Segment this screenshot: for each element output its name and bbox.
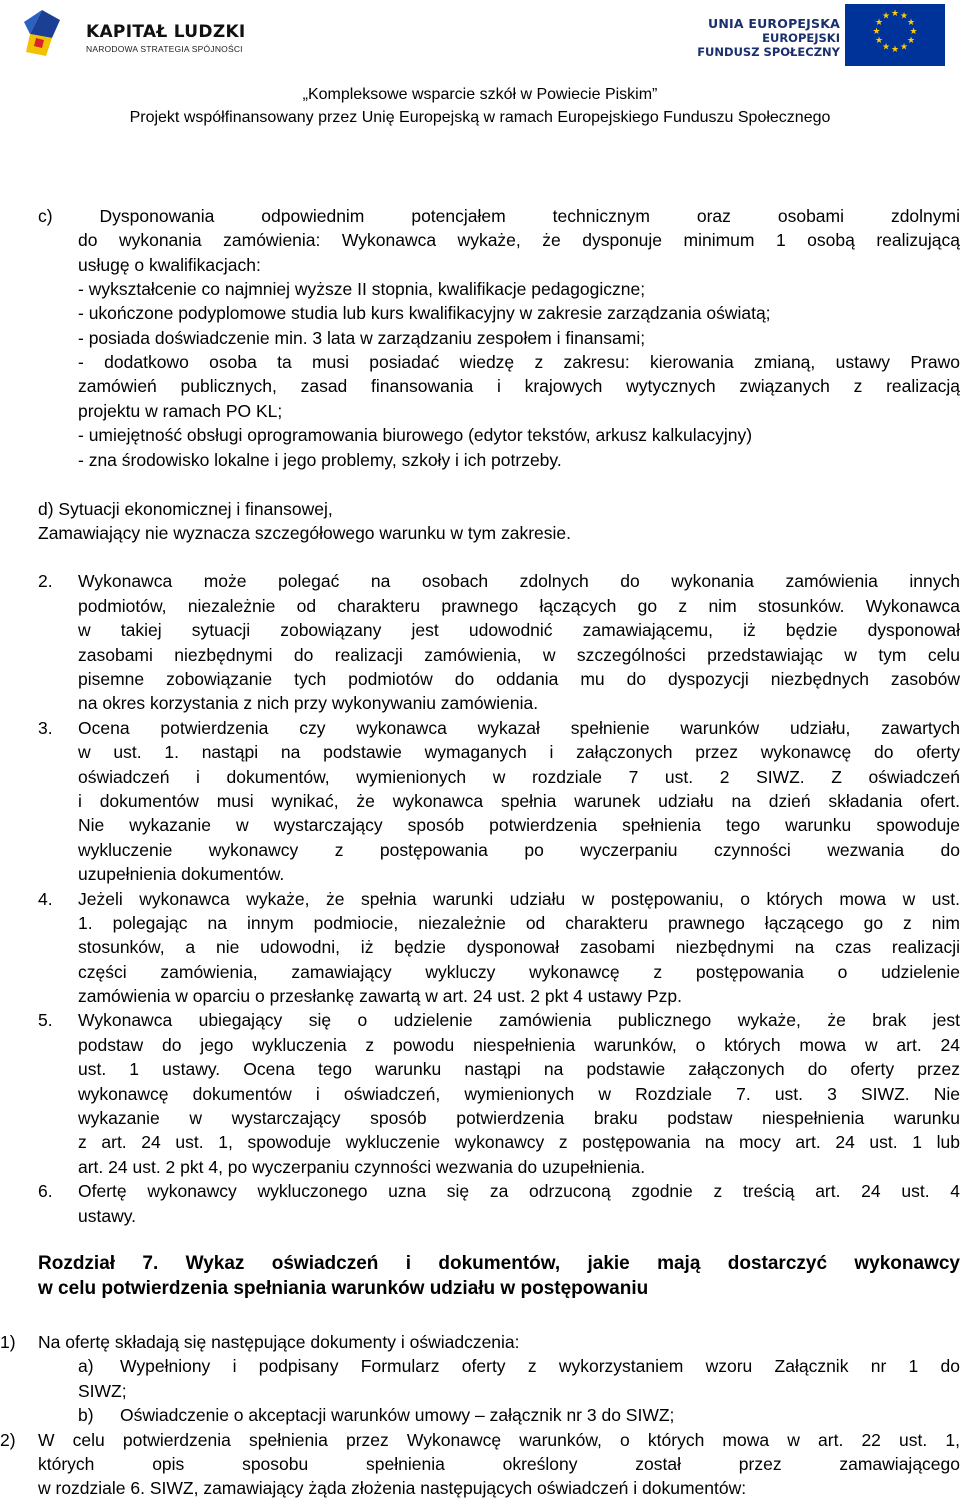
svg-text:★: ★ bbox=[890, 45, 900, 55]
text-line: - ukończone podyplomowe studia lub kurs kwalifikacyjny w zakresie zarządzania oświatą; bbox=[78, 303, 771, 323]
text-line: Oświadczenie o akceptacji warunków umowy – załącznik nr 3 do SIWZ; bbox=[120, 1405, 675, 1425]
kapital-ludzki-subtitle: NARODOWA STRATEGIA SPÓJNOŚCI bbox=[86, 44, 243, 54]
text-line: Wykonawca ubiegający się o udzielenie zamówienia publicznego wykaże, że brak jest bbox=[78, 1010, 960, 1030]
text-line: stosunków, a nie udowodni, iż będzie dysponował zasobami niezbędnymi na czas realizacji bbox=[78, 937, 960, 957]
svg-text:★: ★ bbox=[874, 18, 884, 28]
text-line: oświadczeń i dokumentów, wymienionych w rozdziale 7 ust. 2 SIWZ. Z oświadczeń bbox=[78, 767, 960, 787]
kapital-ludzki-title: KAPITAŁ LUDZKI bbox=[86, 22, 246, 42]
text-line: Nie wykazanie w wystarczający sposób potwierdzenia spełnienia tego warunku spowoduje bbox=[78, 815, 960, 835]
text-line: z art. 24 ust. 1, spowoduje wykluczenie wykonawcy z postępowania na mocy art. 24 ust. 1 lub bbox=[78, 1132, 960, 1152]
text-line: Wykonawca może polegać na osobach zdolnych do wykonania zamówienia innych bbox=[78, 571, 960, 591]
list-number: 4. bbox=[38, 889, 53, 909]
kapital-ludzki-logo bbox=[22, 4, 246, 66]
text-line: W celu potwierdzenia spełnienia przez Wykonawcę warunków, o których mowa w art. 22 ust. 1, bbox=[38, 1430, 960, 1450]
text-line: zasobami niezbędnymi do realizacji zamówienia, w szczególności przedstawiając w tym celu bbox=[78, 645, 960, 665]
text-line: - posiada doświadczenie min. 3 lata w zarządzaniu zespołem i finansami; bbox=[78, 328, 646, 348]
svg-text:★: ★ bbox=[881, 42, 891, 53]
text-line: zamówień publicznych, zasad finansowania i krajowych wytycznych związanych z realizacją bbox=[78, 376, 960, 396]
text-line: do wykonania zamówienia: Wykonawca wykaże, że dysponuje minimum 1 osobą realizującą bbox=[78, 230, 960, 250]
svg-text:★: ★ bbox=[890, 9, 900, 19]
text-line: wykluczenie wykonawcy z postępowania po wyczerpaniu czynności wezwania do bbox=[78, 840, 960, 860]
text-line: usługę o kwalifikacjach: bbox=[78, 255, 261, 275]
text-line: na okres korzystania z nich przy wykonywaniu zamówienia. bbox=[78, 693, 539, 713]
text-line: - zna środowisko lokalne i jego problemy, szkoły i ich potrzeby. bbox=[78, 450, 562, 470]
text-line: 1. polegając na innym podmiocie, niezależnie od charakteru prawnego łączącego go z nim bbox=[78, 913, 960, 933]
svg-text:★: ★ bbox=[899, 42, 909, 53]
text-line: - umiejętność obsługi oprogramowania biurowego (edytor tekstów, arkusz kalkulacyjny) bbox=[78, 425, 753, 445]
list-letter: b) bbox=[78, 1405, 94, 1425]
eu-logo-line3: FUNDUSZ SPOŁECZNY bbox=[697, 45, 840, 59]
chapter-heading: w celu potwierdzenia spełniania warunków udziału w postępowaniu bbox=[38, 1278, 649, 1299]
text-line: w rozdziale 6. SIWZ, zamawiający żąda złożenia następujących oświadczeń i dokumentów: bbox=[38, 1478, 747, 1498]
text-line: Ofertę wykonawcy wykluczonego uzna się za odrzuconą zgodnie z treścią art. 24 ust. 4 bbox=[78, 1181, 960, 1201]
text-line: - wykształcenie co najmniej wyższe II stopnia, kwalifikacje pedagogiczne; bbox=[78, 279, 646, 299]
eu-logo-line1: UNIA EUROPEJSKA bbox=[708, 16, 840, 31]
eu-logo bbox=[697, 4, 945, 66]
text-line: zamówienia w oparciu o przesłankę zawartą w art. 24 ust. 2 pkt 4 ustawy Pzp. bbox=[78, 986, 683, 1006]
text-line: c) Dysponowania odpowiednim potencjałem technicznym oraz osobami zdolnymi bbox=[38, 206, 960, 226]
svg-text:★: ★ bbox=[874, 36, 884, 46]
text-line: SIWZ; bbox=[78, 1381, 127, 1401]
svg-text:★: ★ bbox=[872, 27, 881, 37]
text-line: ust. 1 ustawy. Ocena tego warunku nastąpi na podstawie załączonych do oferty przez bbox=[78, 1059, 960, 1079]
text-line: ustawy. bbox=[78, 1206, 137, 1226]
text-line: Zamawiający nie wyznacza szczegółowego warunku w tym zakresie. bbox=[38, 523, 571, 543]
text-line: Jeżeli wykonawca wykaże, że spełnia warunki udziału w postępowaniu, o których mowa w ust. bbox=[78, 889, 960, 909]
text-line: wykonawcę dokumentów i oświadczeń, wymienionych w Rozdziale 7. ust. 3 SIWZ. Nie bbox=[78, 1084, 960, 1104]
list-number: 3. bbox=[38, 718, 53, 738]
list-letter: a) bbox=[78, 1356, 94, 1376]
text-line: art. 24 ust. 2 pkt 4, po wyczerpaniu czynności wezwania do uzupełnienia. bbox=[78, 1157, 646, 1177]
text-line: Na ofertę składają się następujące dokumenty i oświadczenia: bbox=[38, 1332, 520, 1352]
text-line: części zamówienia, zamawiający wykluczy wykonawcę z postępowania o udzielenie bbox=[78, 962, 960, 982]
eu-logo-line2: EUROPEJSKI bbox=[762, 31, 840, 45]
text-line: Wypełniony i podpisany Formularz oferty z wykorzystaniem wzoru Załącznik nr 1 do bbox=[120, 1356, 960, 1376]
text-line: d) Sytuacji ekonomicznej i finansowej, bbox=[38, 499, 333, 519]
text-line: wykazanie w wystarczający sposób potwierdzenia braku podstaw niespełnienia warunku bbox=[78, 1108, 960, 1128]
text-line: uzupełnienia dokumentów. bbox=[78, 864, 285, 884]
text-line: Ocena potwierdzenia czy wykonawca wykazał spełnienie warunków udziału, zawartych bbox=[78, 718, 960, 738]
text-line: w ust. 1. nastąpi na podstawie wymaganych i załączonych przez wykonawcę do oferty bbox=[78, 742, 960, 762]
text-line: których opis sposobu spełnienia określony został przez zamawiającego bbox=[38, 1454, 960, 1474]
text-line: projektu w ramach PO KL; bbox=[78, 401, 283, 421]
text-line: i dokumentów musi wynikać, że wykonawca spełnia warunek udziału na dzień składania ofert. bbox=[78, 791, 960, 811]
list-number: 2) bbox=[0, 1430, 16, 1450]
text-line: - dodatkowo osoba ta musi posiadać wiedzę z zakresu: kierowania zmianą, ustawy Prawo bbox=[78, 352, 960, 372]
eu-logo-text bbox=[697, 16, 840, 59]
svg-text:★: ★ bbox=[906, 18, 916, 28]
chapter-heading: Rozdział 7. Wykaz oświadczeń i dokumentów, jakie mają dostarczyć wykonawcy bbox=[38, 1253, 960, 1274]
text-line: podstaw do jego wykluczenia z powodu niespełnienia warunków, o których mowa w art. 24 bbox=[78, 1035, 960, 1055]
kapital-ludzki-logo-icon bbox=[22, 8, 62, 64]
eu-flag-icon bbox=[845, 4, 945, 66]
svg-text:★: ★ bbox=[899, 11, 909, 22]
list-number: 2. bbox=[38, 571, 53, 591]
svg-text:★: ★ bbox=[881, 11, 891, 22]
svg-text:★: ★ bbox=[909, 27, 918, 37]
project-cofinance-note: Projekt współfinansowany przez Unię Europejską w ramach Europejskiego Funduszu Społecznego bbox=[129, 109, 831, 126]
list-number: 1) bbox=[0, 1332, 16, 1352]
list-number: 5. bbox=[38, 1010, 53, 1030]
list-number: 6. bbox=[38, 1181, 53, 1201]
text-line: podmiotów, niezależnie od charakteru prawnego łączących go z nim stosunków. Wykonawca bbox=[78, 596, 960, 616]
text-line: pisemne zobowiązanie tych podmiotów do oddania mu do dyspozycji niezbędnych zasobów bbox=[78, 669, 960, 689]
project-title: „Kompleksowe wsparcie szkół w Powiecie Piskim” bbox=[302, 86, 658, 103]
text-line: w takiej sytuacji zobowiązany jest udowodnić zamawiającemu, iż będzie dysponował bbox=[78, 620, 960, 640]
svg-text:★: ★ bbox=[906, 36, 916, 46]
page-header bbox=[0, 0, 960, 140]
